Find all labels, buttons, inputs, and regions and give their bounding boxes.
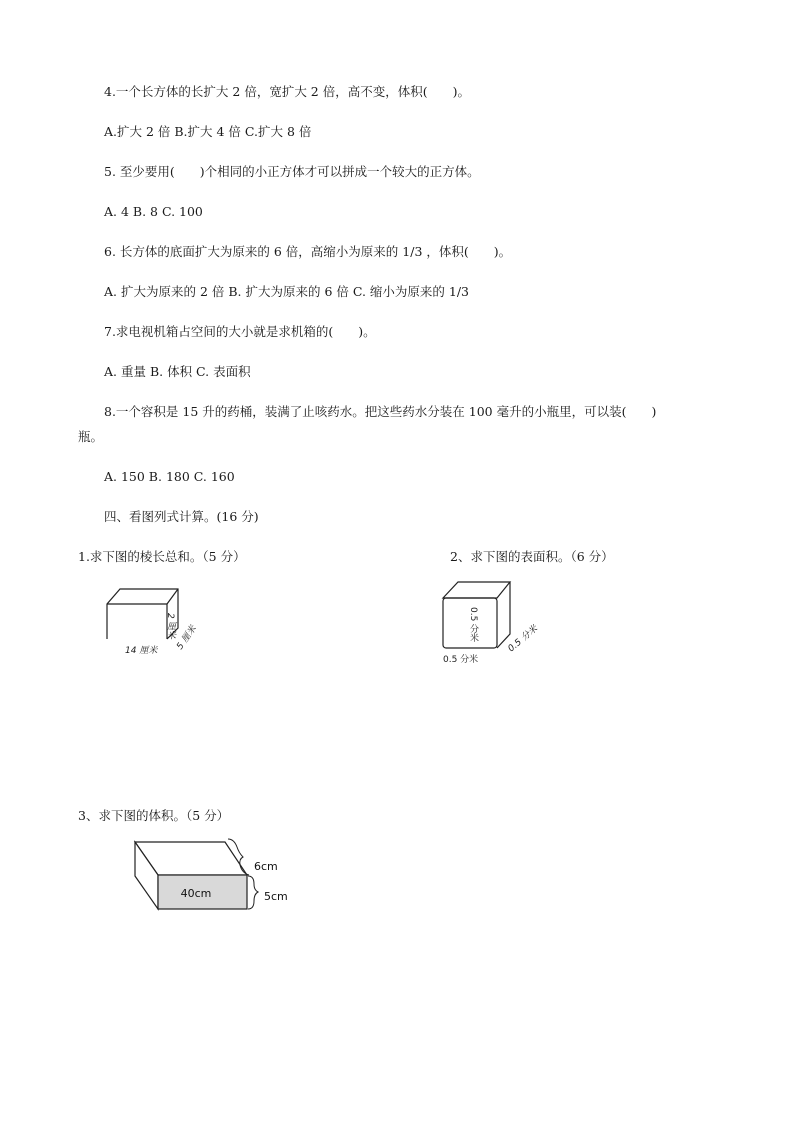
problem-1-title: 1.求下图的棱长总和。（5 分）: [78, 549, 246, 564]
figure-1-height-label: 2 厘米: [165, 613, 175, 640]
cuboid-figure-3: [125, 835, 305, 920]
q4-text: 4.一个长方体的长扩大 2 倍，宽扩大 2 倍，高不变，体积( )。: [104, 84, 470, 99]
figure-2-depth-label: 0.5 分米: [506, 624, 540, 655]
figure-3-length-label: 40cm: [180, 887, 212, 900]
q8-options: A. 150 B. 180 C. 160: [104, 469, 235, 484]
q4-options: A.扩大 2 倍 B.扩大 4 倍 C.扩大 8 倍: [104, 124, 312, 139]
figure-3-depth-label: 6cm: [254, 860, 278, 873]
q8-text: 8.一个容积是 15 升的药桶，装满了止咳药水。把这些药水分装在 100 毫升的小瓶里，可以装( ): [104, 404, 657, 419]
q5-text: 5. 至少要用( )个相同的小正方体才可以拼成一个较大的正方体。: [104, 164, 480, 179]
figure-1-width-label: 5 厘米: [175, 624, 199, 652]
q8-text-continuation: 瓶。: [78, 429, 104, 444]
figure-2-height-label: 0.5 分米: [468, 607, 478, 643]
q6-text: 6. 长方体的底面扩大为原来的 6 倍，高缩小为原来的 1/3 ，体积( )。: [104, 244, 512, 259]
section-4-title: 四、看图列式计算。(16 分): [104, 509, 259, 524]
cuboid-figure-1: [95, 580, 235, 660]
q7-options: A. 重量 B. 体积 C. 表面积: [104, 364, 251, 379]
problem-3-title: 3、求下图的体积。（5 分）: [78, 808, 230, 823]
figure-1-length-label: 14 厘米: [125, 646, 158, 656]
problem-2-title: 2、求下图的表面积。（6 分）: [450, 549, 614, 564]
figure-2-width-label: 0.5 分米: [443, 655, 479, 665]
figure-3-height-label: 5cm: [264, 890, 288, 903]
cube-figure-2: [435, 576, 545, 671]
q5-options: A. 4 B. 8 C. 100: [104, 204, 203, 219]
q7-text: 7.求电视机箱占空间的大小就是求机箱的( )。: [104, 324, 376, 339]
q6-options: A. 扩大为原来的 2 倍 B. 扩大为原来的 6 倍 C. 缩小为原来的 1/3: [104, 284, 470, 299]
